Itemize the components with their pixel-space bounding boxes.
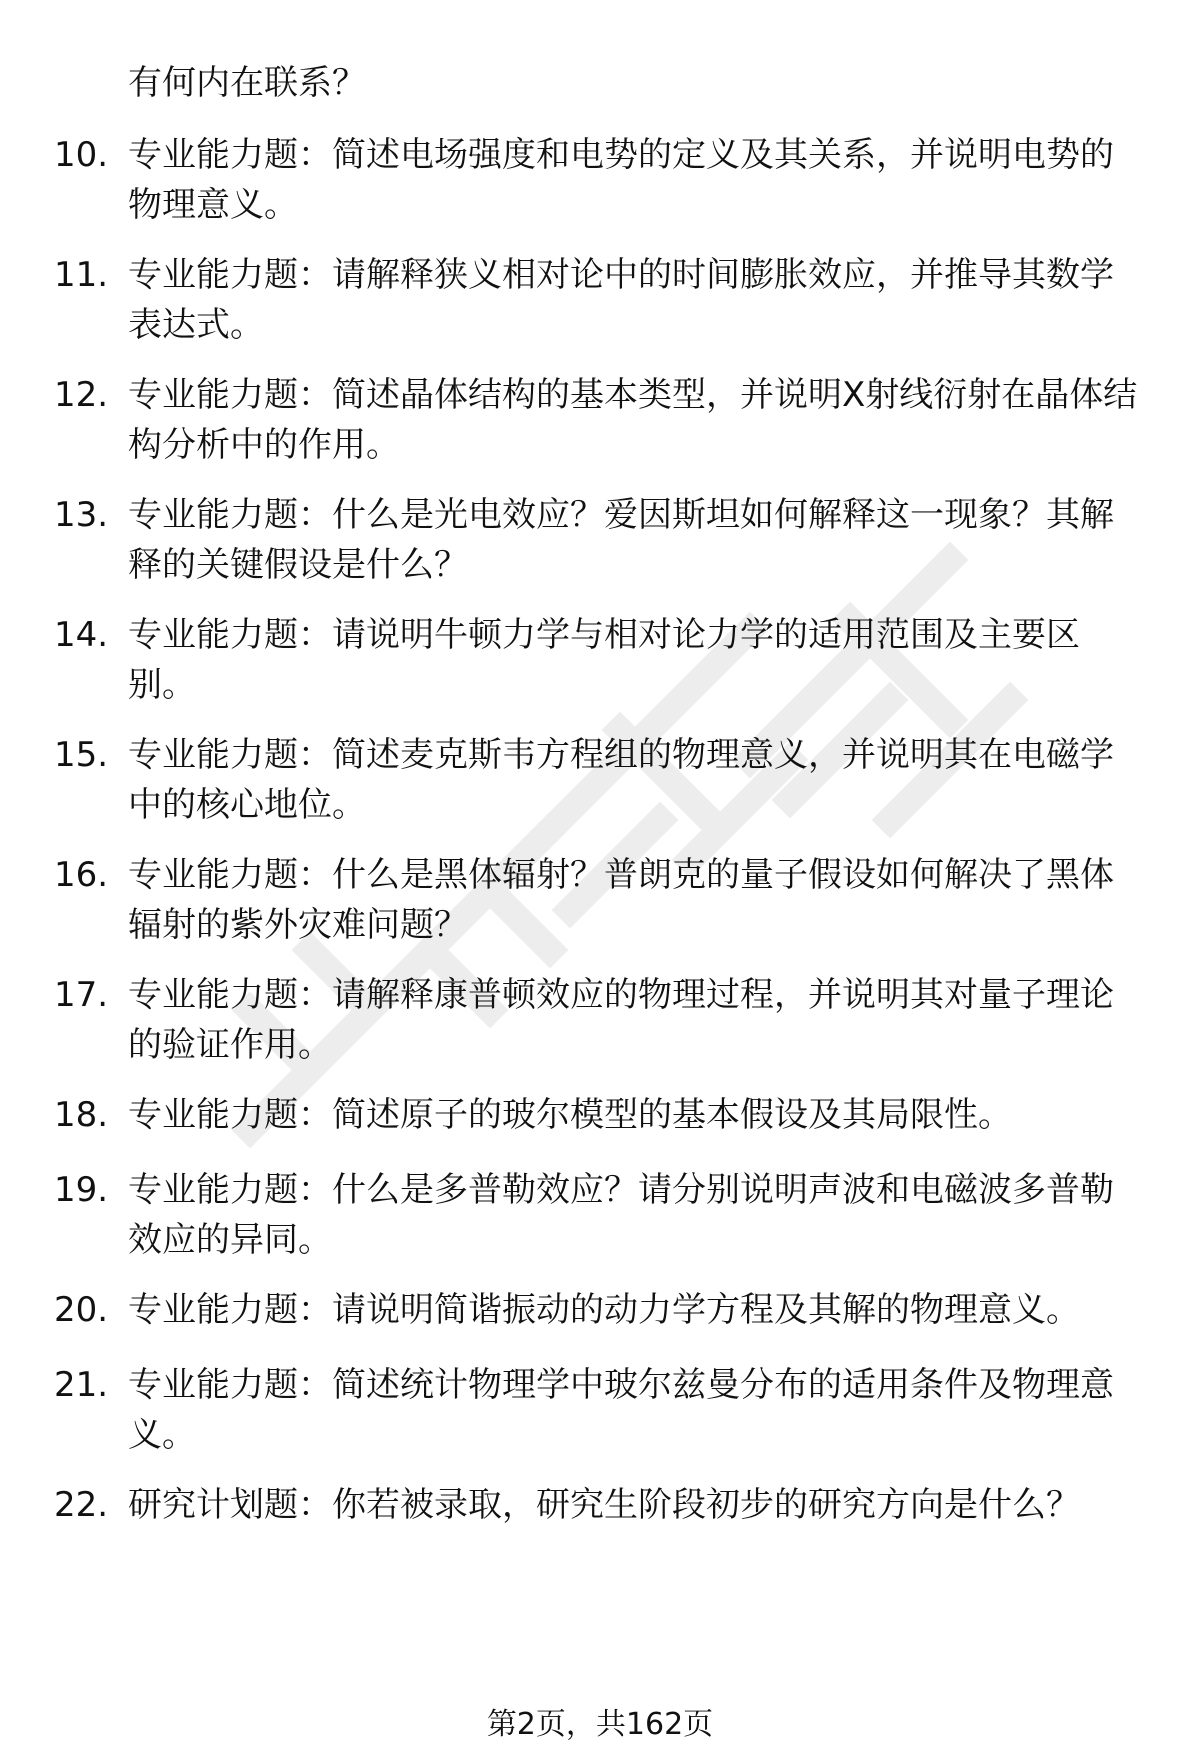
question-number: 17. [54,975,109,1015]
question-number: 15. [54,735,109,775]
question-text: 专业能力题：什么是光电效应？爱因斯坦如何解释这一现象？其解释的关键假设是什么？ [128,495,1114,585]
question-text: 专业能力题：什么是黑体辐射？普朗克的量子假设如何解决了黑体辐射的紫外灾难问题？ [128,855,1114,945]
question-text: 专业能力题：简述电场强度和电势的定义及其关系，并说明电势的物理意义。 [128,135,1114,225]
question-number: 20. [54,1290,109,1330]
question-text: 专业能力题：请解释康普顿效应的物理过程，并说明其对量子理论的验证作用。 [128,975,1114,1065]
question-number: 10. [54,135,109,175]
question-text: 专业能力题：简述晶体结构的基本类型，并说明X射线衍射在晶体结构分析中的作用。 [128,375,1138,465]
question-number: 22. [54,1485,109,1525]
page-footer: 第2页，共162页 [486,1707,714,1742]
question-number: 12. [54,375,109,415]
question-text: 专业能力题：什么是多普勒效应？请分别说明声波和电磁波多普勒效应的异同。 [128,1170,1114,1260]
question-text: 专业能力题：请解释狭义相对论中的时间膨胀效应，并推导其数学表达式。 [128,255,1114,345]
question-text: 专业能力题：简述麦克斯韦方程组的物理意义，并说明其在电磁学中的核心地位。 [128,735,1114,825]
question-number: 13. [54,495,109,535]
question-text: 研究计划题：你若被录取，研究生阶段初步的研究方向是什么？ [128,1485,1080,1525]
question-number: 19. [54,1170,109,1210]
question-number: 14. [54,615,109,655]
continuation-line: 有何内在联系？ [128,63,366,103]
question-number: 21. [54,1365,109,1405]
question-number: 18. [54,1095,109,1135]
question-number: 11. [54,255,109,295]
question-number: 16. [54,855,109,895]
question-text: 专业能力题：简述统计物理学中玻尔兹曼分布的适用条件及物理意义。 [128,1365,1114,1455]
question-text: 专业能力题：请说明简谐振动的动力学方程及其解的物理意义。 [128,1290,1080,1330]
question-text: 专业能力题：请说明牛顿力学与相对论力学的适用范围及主要区别。 [128,615,1080,705]
question-text: 专业能力题：简述原子的玻尔模型的基本假设及其局限性。 [128,1095,1012,1135]
